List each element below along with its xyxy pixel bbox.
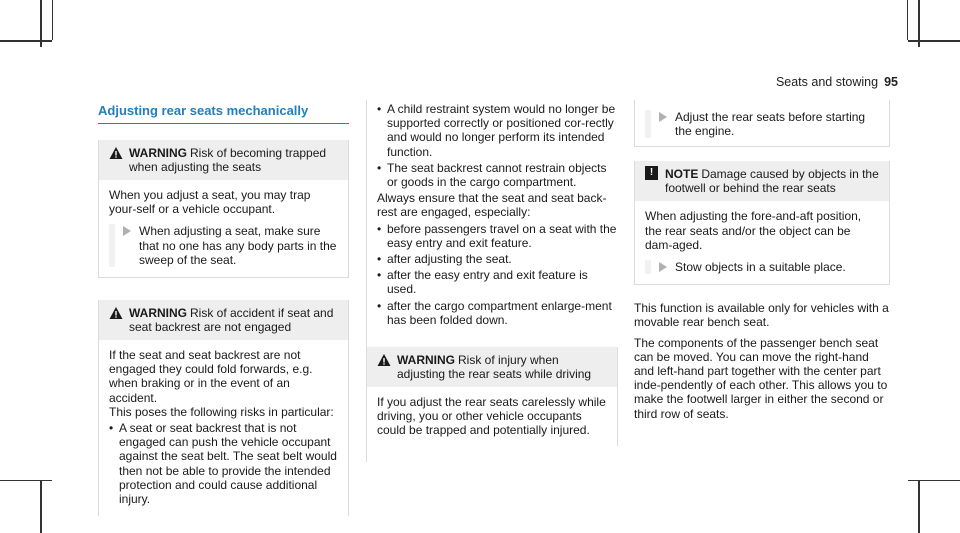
list-item: • after the cargo compartment enlarge-ment has been folded down. (377, 299, 618, 327)
arrow-icon (123, 226, 131, 236)
action-step (645, 110, 881, 138)
warning-heading: Risk of injury when adjusting the rear seats while driving (397, 353, 592, 382)
warning-box-injury (367, 347, 618, 446)
list-item: • after adjusting the seat. (377, 252, 618, 266)
warning-text: This poses the following risks in particular: (109, 404, 334, 419)
bullet-list (109, 421, 340, 506)
warning-heading: Risk of becoming trapped when adjusting the seats (129, 146, 327, 174)
action-text: When adjusting a seat, make sure that no one has any body parts in the sweep of the seat. (139, 224, 337, 267)
warning-text: If the seat and seat backrest are not engaged they could fold forwards, e.g. when braking or in the event of an accident. (109, 348, 313, 405)
warning-heading: Risk of accident if seat and seat backrest are not engaged (129, 306, 334, 335)
section-title: Adjusting rear seats mechanically (98, 98, 349, 124)
warning-head (367, 347, 617, 387)
action-box (634, 100, 890, 147)
page-number: 95 (884, 75, 898, 89)
paragraph-text: The components of the passenger bench seat can be moved. You can move the right-hand and left-hand part together with the center part inde-pendently of each other. This allows you to make the footwell larger in either the second or third row of seats. (634, 335, 888, 421)
warning-box-trapped (98, 140, 349, 278)
warning-text: When you adjust a seat, you may trap your-self or a vehicle occupant. (109, 188, 311, 217)
note-label: NOTE (665, 167, 699, 182)
action-text: Stow objects in a suitable place. (675, 260, 846, 275)
continued-text (367, 102, 618, 327)
paragraph (377, 191, 618, 219)
crop-mark (52, 0, 53, 40)
warning-label: WARNING (129, 306, 187, 321)
note-text: When adjusting the fore-and-aft position, the rear seats and/or the object can be dam-aged. (645, 209, 862, 252)
warning-text: If you adjust the rear seats carelessly while driving, you or other vehicle occupants could be trapped and potentially injured. (377, 395, 606, 438)
warning-body (99, 340, 348, 516)
warning-box-accident (98, 300, 349, 516)
bullet-list (377, 102, 618, 189)
section-name: Seats and stowing (775, 75, 879, 89)
note-heading: Damage caused by objects in the footwell or behind the rear seats (665, 167, 879, 196)
crop-mark (908, 40, 960, 42)
crop-mark (40, 481, 42, 533)
list-item: • before passengers travel on a seat with the easy entry and exit feature. (377, 222, 618, 250)
note-icon: ! (645, 166, 658, 180)
crop-mark (0, 40, 52, 42)
column-2 (366, 100, 618, 462)
list-item: • A child restraint system would no longer be supported correctly or positioned cor-rectly and would no longer perform its intended function. (377, 102, 618, 159)
bullet-list (377, 222, 618, 327)
action-step (645, 260, 881, 274)
crop-mark (907, 0, 908, 40)
list-item: • A seat or seat backrest that is not engaged can push the vehicle occupant against the seat belt. The seat belt would then not be able to provide the intended protection and could cause additional injury. (109, 421, 340, 506)
action-text: Adjust the rear seats before starting the engine. (675, 110, 866, 139)
arrow-icon (659, 112, 667, 122)
list-item: • The seat backrest cannot restrain objects or goods in the cargo compartment. (377, 161, 618, 189)
description (634, 301, 890, 421)
crop-mark (908, 480, 960, 481)
action-step (109, 224, 340, 267)
crop-mark (918, 481, 920, 533)
note-head (635, 161, 889, 201)
warning-label: WARNING (129, 146, 187, 160)
crop-mark (0, 480, 52, 481)
warning-triangle-icon (109, 146, 123, 160)
note-body (635, 201, 889, 284)
warning-head (99, 300, 348, 340)
column-3 (634, 100, 890, 421)
warning-triangle-icon (377, 353, 391, 367)
arrow-icon (659, 262, 667, 272)
list-item: • after the easy entry and exit feature is used. (377, 268, 618, 296)
warning-triangle-icon (109, 306, 123, 320)
warning-body (99, 180, 348, 277)
paragraph-text: This function is available only for vehicles with a movable rear bench seat. (634, 301, 889, 330)
warning-body (367, 387, 617, 446)
running-header (776, 75, 898, 89)
note-box (634, 161, 890, 285)
warning-head (99, 140, 348, 180)
warning-label: WARNING (397, 353, 455, 368)
column-1 (98, 98, 349, 532)
paragraph-text: Always ensure that the seat and seat back-rest are engaged, especially: (377, 191, 607, 220)
